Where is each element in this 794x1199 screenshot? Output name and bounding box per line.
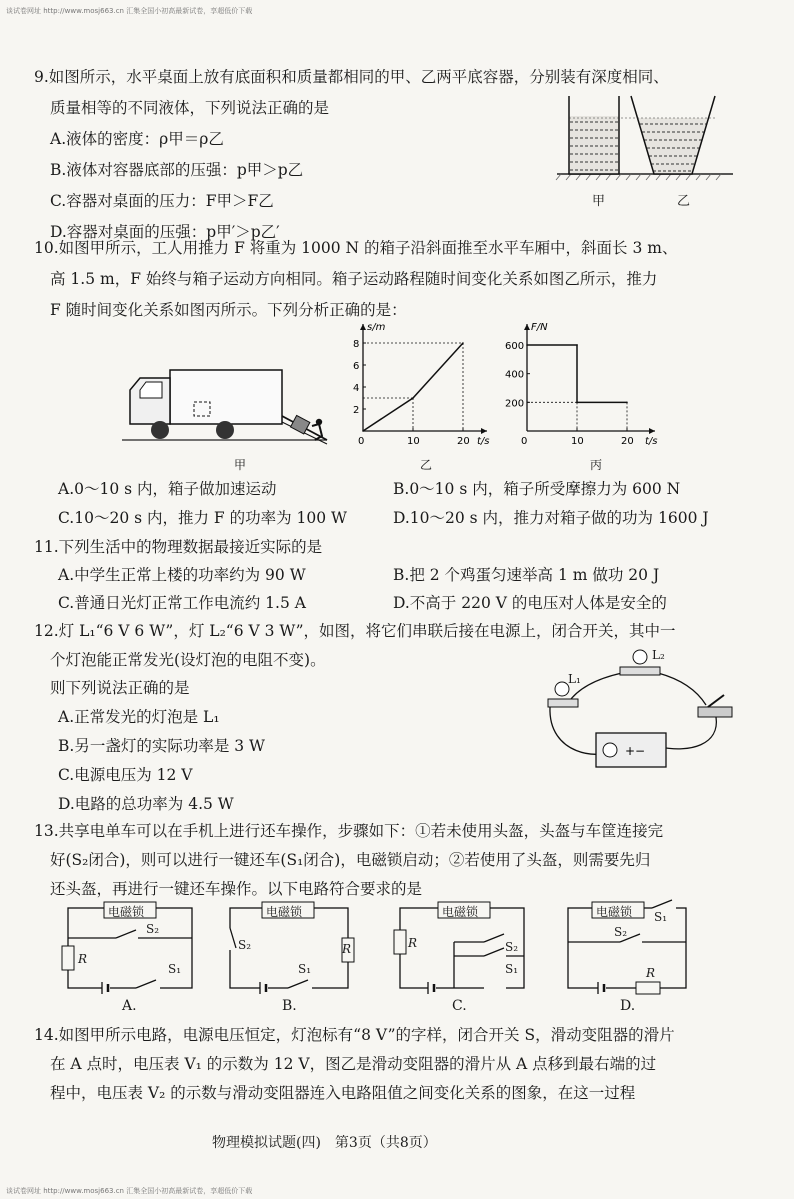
chart1-origin: 0 [521,436,528,447]
q9-stem-line1: 9.如图所示，水平桌面上放有底面积和质量都相同的甲、乙两平底容器，分别装有深度相同、 [34,68,669,86]
q11-option-c: C.普通日光灯正常工作电流约 1.5 A [58,594,306,612]
chart1-x-tick-label: 20 [621,436,634,447]
q10-option-b: B.0～10 s 内，箱子所受摩擦力为 600 N [393,480,681,498]
q10-truck-figure [122,360,337,450]
q9-figure-label-jia: 甲 [592,194,606,209]
q10-force-time-chart [505,318,665,448]
chart0-data-point [412,397,414,399]
chart0-data-point [362,430,364,432]
q13-a-r-label: R [78,952,88,966]
q13-c-s1-label: S₁ [505,962,519,976]
q13-c-lock-label: 电磁锁 [442,905,479,919]
q10-stem-line2: 高 1.5 m，F 始终与箱子运动方向相同。箱子运动路程随时间变化关系如图乙所示，推力 [50,270,658,288]
q9-option-a: A.液体的密度：ρ甲＝ρ乙 [50,130,224,148]
page-footer: 物理模拟试题(四) 第3页（共8页） [212,1135,437,1151]
q11-option-b: B.把 2 个鸡蛋匀速举高 1 m 做功 20 J [393,566,660,584]
q14-line3: 程中，电压表 V₂ 的示数与滑动变阻器连入电路阻值之间变化关系的图象，在这一过程 [50,1084,636,1102]
q10-option-c: C.10～20 s 内，推力 F 的功率为 100 W [58,509,347,527]
chart0-series-line [363,343,463,431]
q9-containers-figure [555,92,735,202]
chart0-y-label: s/m [367,322,386,333]
q13-b-lock-label: 电磁锁 [266,905,303,919]
q9-option-d: D.容器对桌面的压强：p甲′＞p乙′ [50,223,280,241]
q14-line1: 14.如图甲所示电路，电源电压恒定，灯泡标有“8 V”的字样，闭合开关 S，滑动变阻器的滑片 [34,1026,675,1044]
chart1-x-label: t/s [645,436,658,447]
chart1-data-point [576,344,578,346]
q13-stem-line3: 还头盔，再进行一键还车操作。以下电路符合要求的是 [50,880,423,898]
q12-lamp-l2-label: L₂ [652,648,665,662]
q13-option-b: B. [282,998,297,1014]
watermark-bottom: 谈试卷网址 http://www.mosj663.cn 汇集全国小初高最新试卷，享超低价下载 [6,1187,253,1195]
chart1-data-point [576,402,578,404]
svg-text:+−: +− [625,744,646,758]
q13-b-s1-label: S₁ [298,962,312,976]
q12-option-a: A.正常发光的灯泡是 L₁ [58,708,220,726]
chart1-x-tick-label: 10 [571,436,584,447]
q13-a-lock-label: 电磁锁 [108,905,145,919]
q9-option-c: C.容器对桌面的压力：F甲＞F乙 [50,192,274,210]
q10-option-a: A.0～10 s 内，箱子做加速运动 [58,480,277,498]
q11-option-a: A.中学生正常上楼的功率约为 90 W [58,566,306,584]
q13-option-c: C. [452,998,467,1014]
q10-stem-line1: 10.如图甲所示，工人用推力 F 将重为 1000 N 的箱子沿斜面推至水平车厢中，斜面长 3 m、 [34,239,678,257]
q12-stem-line3: 则下列说法正确的是 [50,679,190,697]
q13-c-s2-label: S₂ [505,940,519,954]
q9-figure-label-yi: 乙 [677,194,691,209]
chart0-y-tick-label: 4 [353,383,360,394]
q13-b-r-label: R [342,942,352,956]
chart0-y-tick-label: 8 [353,339,360,350]
q13-d-r-label: R [646,966,656,980]
q10-figure-label-bing: 丙 [590,458,603,472]
q13-stem-line1: 13.共享电单车可以在手机上进行还车操作，步骤如下：①若未使用头盔，头盔与车筐连接完 [34,822,664,840]
q13-stem-line2: 好(S₂闭合)，则可以进行一键还车(S₁闭合)，电磁锁启动；②若使用了头盔，则需要先归 [50,851,651,869]
q13-option-a: A. [122,998,137,1014]
chart1-series-line [527,345,627,402]
chart0-y-tick-label: 2 [353,405,360,416]
chart1-y-tick-label: 400 [505,369,525,381]
q13-d-s2-label: S₂ [614,925,628,939]
q13-c-r-label: R [408,936,418,950]
q13-option-d: D. [620,998,636,1014]
q13-d-s1-label: S₁ [654,910,668,924]
chart1-y-label: F/N [531,322,548,333]
watermark-top: 谈试卷网址 http://www.mosj663.cn 汇集全国小初高最新试卷，享超低价下载 [6,7,253,15]
q12-stem-line1: 12.灯 L₁“6 V 6 W”，灯 L₂“6 V 3 W”，如图，将它们串联后接在电源上，闭合开关，其中一 [34,622,676,640]
q10-option-d: D.10～20 s 内，推力对箱子做的功为 1600 J [393,509,709,527]
q14-line2: 在 A 点时，电压表 V₁ 的示数为 12 V，图乙是滑动变阻器的滑片从 A 点移到最右端的过 [50,1055,657,1073]
q12-circuit-figure [540,645,740,770]
chart1-y-tick-label: 200 [505,398,525,410]
q9-option-b: B.液体对容器底部的压强：p甲＞p乙 [50,161,304,179]
chart1-y-tick-label: 600 [505,341,525,352]
q13-a-s2-label: S₂ [146,922,160,936]
q11-option-d: D.不高于 220 V 的电压对人体是安全的 [393,594,667,612]
q10-figure-label-jia: 甲 [234,458,247,472]
chart0-origin: 0 [358,436,365,447]
q13-b-s2-label: S₂ [238,938,252,952]
chart0-data-point [462,342,464,344]
q11-stem: 11.下列生活中的物理数据最接近实际的是 [34,538,323,556]
q9-stem-line2: 质量相等的不同液体，下列说法正确的是 [50,99,330,117]
chart0-x-tick-label: 10 [407,436,420,447]
q12-option-d: D.电路的总功率为 4.5 W [58,795,234,813]
q13-d-lock-label: 电磁锁 [596,905,633,919]
q10-figure-label-yi: 乙 [420,458,433,472]
q12-lamp-l1-label: L₁ [568,672,581,686]
q12-option-c: C.电源电压为 12 V [58,766,193,784]
chart0-x-tick-label: 20 [457,436,470,447]
q12-stem-line2: 个灯泡能正常发光(设灯泡的电阻不变)。 [50,651,326,669]
q12-option-b: B.另一盏灯的实际功率是 3 W [58,737,265,755]
chart1-data-point [626,402,628,404]
chart1-data-point [526,344,528,346]
chart0-y-tick-label: 6 [353,361,360,372]
chart0-x-label: t/s [477,436,490,447]
q10-stem-line3: F 随时间变化关系如图丙所示。下列分析正确的是： [50,301,407,319]
q10-distance-time-chart [345,318,495,448]
q13-a-s1-label: S₁ [168,962,182,976]
